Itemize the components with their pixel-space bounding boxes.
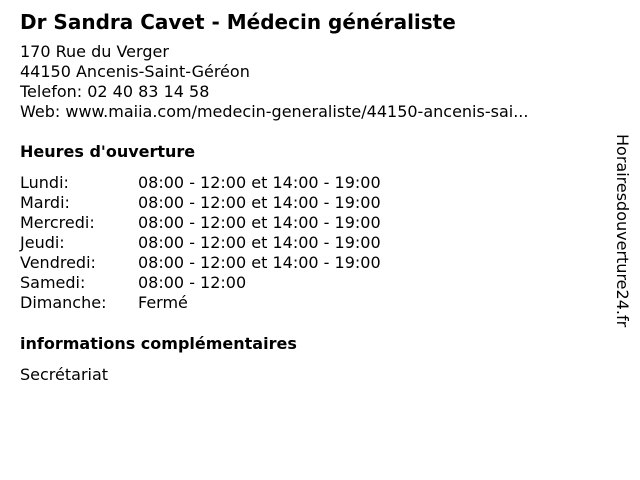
hours-value: 08:00 - 12:00 et 14:00 - 19:00: [138, 213, 381, 232]
additional-info-heading: informations complémentaires: [20, 334, 297, 353]
additional-info-text: Secrétariat: [20, 365, 109, 384]
hours-value: 08:00 - 12:00: [138, 273, 247, 292]
hours-row-thursday: [20, 233, 600, 253]
hours-value: 08:00 - 12:00 et 14:00 - 19:00: [138, 253, 381, 272]
day-label: Mercredi:: [20, 213, 95, 232]
day-label: Lundi:: [20, 173, 69, 192]
website-link[interactable]: Web: www.maiia.com/medecin-generaliste/44150-ancenis-sai...: [20, 102, 529, 121]
hours-row-wednesday: [20, 213, 600, 233]
hours-row-sunday: [20, 293, 600, 313]
business-card: [20, 8, 600, 385]
day-label: Vendredi:: [20, 253, 96, 272]
hours-row-friday: [20, 253, 600, 273]
opening-hours-heading: Heures d'ouverture: [20, 142, 196, 161]
hours-value: 08:00 - 12:00 et 14:00 - 19:00: [138, 173, 381, 192]
day-label: Samedi:: [20, 273, 86, 292]
hours-row-monday: [20, 173, 600, 193]
day-label: Jeudi:: [20, 233, 65, 252]
hours-row-saturday: [20, 273, 600, 293]
phone-number: Telefon: 02 40 83 14 58: [20, 82, 210, 101]
hours-value: 08:00 - 12:00 et 14:00 - 19:00: [138, 233, 381, 252]
day-label: Dimanche:: [20, 293, 107, 312]
hours-value: Fermé: [138, 293, 188, 312]
day-label: Mardi:: [20, 193, 70, 212]
address-block: [20, 42, 600, 122]
street-address: 170 Rue du Verger: [20, 42, 169, 61]
page-title: Dr Sandra Cavet - Médecin généraliste: [20, 10, 456, 34]
hours-row-tuesday: [20, 193, 600, 213]
city-address: 44150 Ancenis-Saint-Géréon: [20, 62, 250, 81]
watermark-label: Horairesdouverture24.fr: [613, 134, 632, 328]
opening-hours-table: [20, 173, 600, 313]
hours-value: 08:00 - 12:00 et 14:00 - 19:00: [138, 193, 381, 212]
